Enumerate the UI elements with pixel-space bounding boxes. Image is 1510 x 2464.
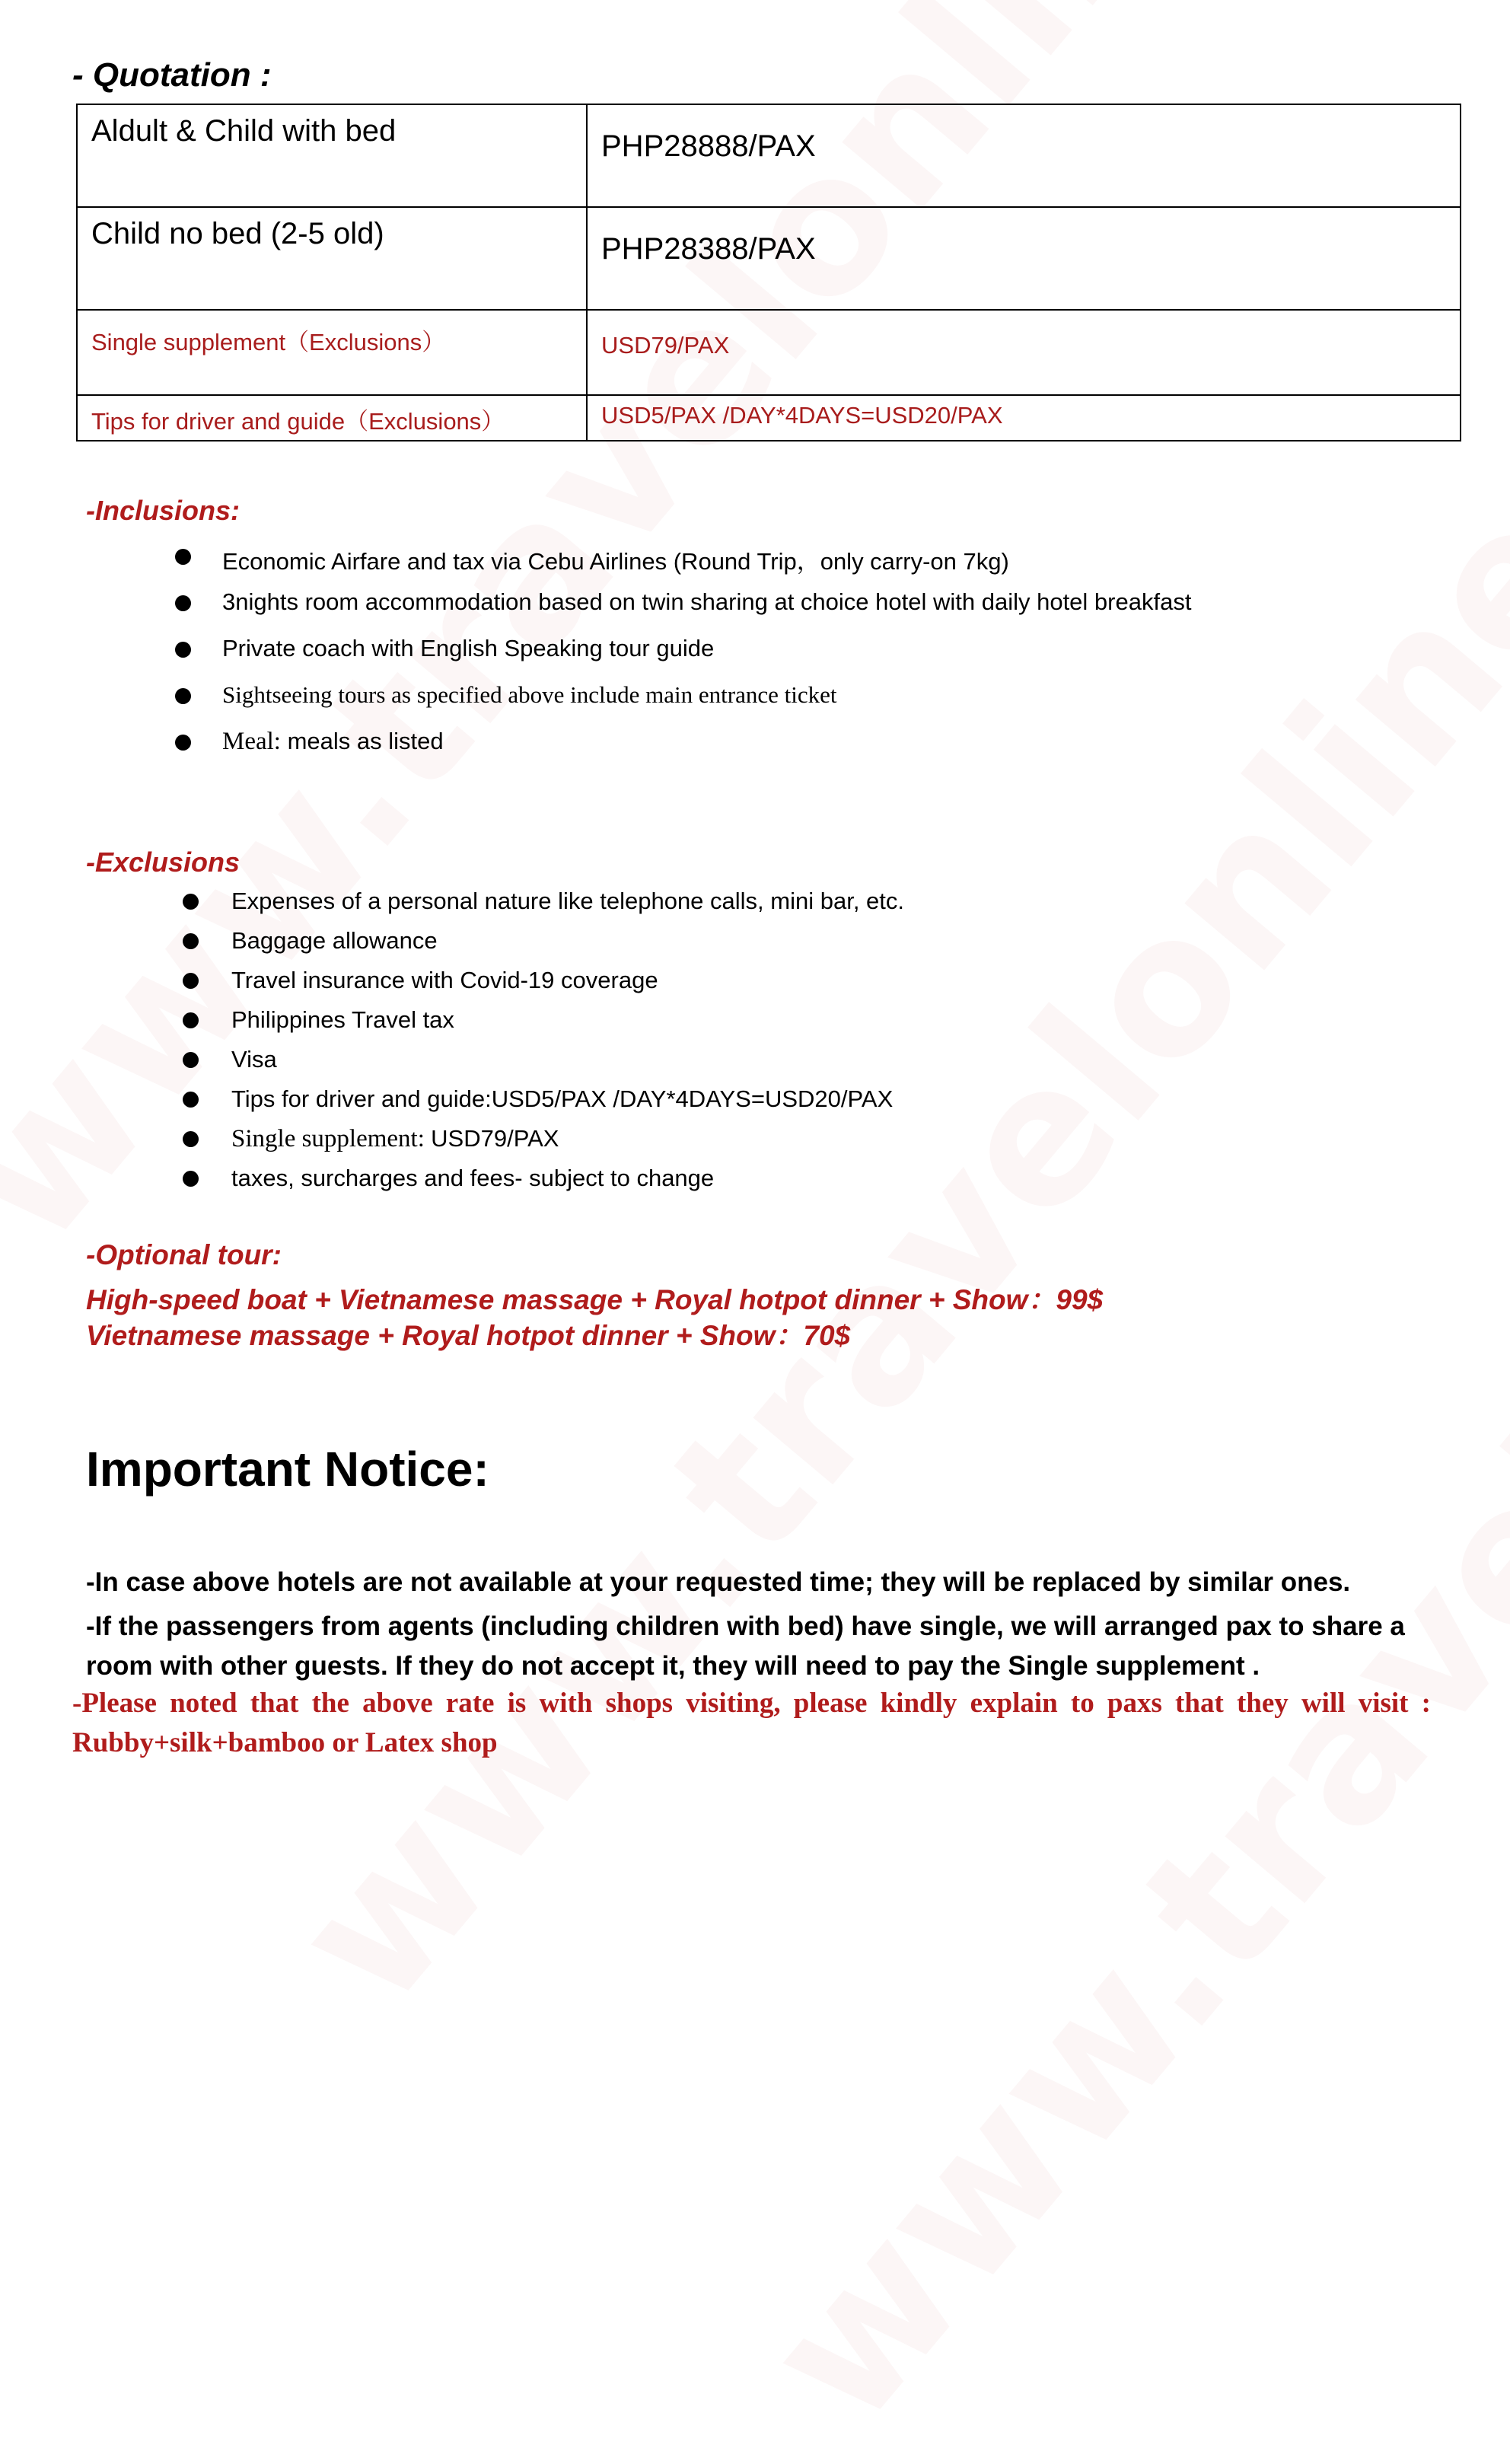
row-label: Single supplement（Exclusions） [77,310,587,395]
single-supplement-label: Single supplement: [231,1125,432,1152]
row-value: USD79/PAX [587,310,1461,395]
table-row [77,104,1461,207]
list-item: Visa [183,1046,904,1085]
list-item [175,728,1191,774]
list-item: Expenses of a personal nature like telephone calls, mini bar, etc. [183,888,904,927]
list-item: Economic Airfare and tax via Cebu Airlines (Round Trip，only carry-on 7kg) [175,542,1191,588]
inclusions-list [175,542,1191,774]
notice-paragraph-1: -In case above hotels are not available at your requested time; they will be replaced by similar ones. [86,1567,1351,1597]
table-row [77,395,1461,441]
meal-text: meals as listed [280,728,444,754]
row-value: USD5/PAX /DAY*4DAYS=USD20/PAX [587,395,1461,441]
quotation-title: - Quotation : [72,56,272,94]
quotation-table [76,104,1461,441]
list-item: Travel insurance with Covid-19 coverage [183,967,904,1006]
list-item: Tips for driver and guide:USD5/PAX /DAY*4DAYS=USD20/PAX [183,1085,904,1125]
optional-tour-line-2: Vietnamese massage + Royal hotpot dinner + Show：70$ [86,1320,851,1351]
meal-label: Meal: [222,728,281,755]
table-row [77,207,1461,310]
list-item: Sightseeing tours as specified above include main entrance ticket [175,681,1191,728]
row-label: Tips for driver and guide（Exclusions） [77,395,587,441]
single-supplement-value: USD79/PAX [431,1125,559,1152]
table-row [77,310,1461,395]
optional-tour-title: -Optional tour: [86,1239,282,1270]
row-label: Child no bed (2-5 old) [77,207,587,310]
row-value: PHP28888/PAX [587,104,1461,207]
exclusions-list [183,888,904,1204]
exclusions-title: -Exclusions [86,846,241,878]
notice-paragraph-2: -If the passengers from agents (including children with bed) have single, we will arranged pax to share a room with other guests. If they do not accept it, they will need to pay the Single supplement . [86,1611,1405,1681]
list-item: Philippines Travel tax [183,1006,904,1046]
inclusions-title: -Inclusions: [86,495,241,526]
notice-title: Important Notice: [86,1442,489,1497]
row-value: PHP28388/PAX [587,207,1461,310]
list-item: Baggage allowance [183,927,904,967]
list-item [183,1125,904,1165]
row-label: Aldult & Child with bed [77,104,587,207]
optional-tour-line-1: High-speed boat + Vietnamese massage + Royal hotpot dinner + Show：99$ [86,1284,1104,1315]
list-item: Private coach with English Speaking tour guide [175,635,1191,681]
list-item: 3nights room accommodation based on twin sharing at choice hotel with daily hotel breakfast [175,588,1191,635]
notice-paragraph-3: -Please noted that the above rate is with shops visiting, please kindly explain to paxs that they will visit : Rubby+silk+bamboo or Latex shop [72,1688,1431,1758]
list-item: taxes, surcharges and fees- subject to change [183,1165,904,1204]
